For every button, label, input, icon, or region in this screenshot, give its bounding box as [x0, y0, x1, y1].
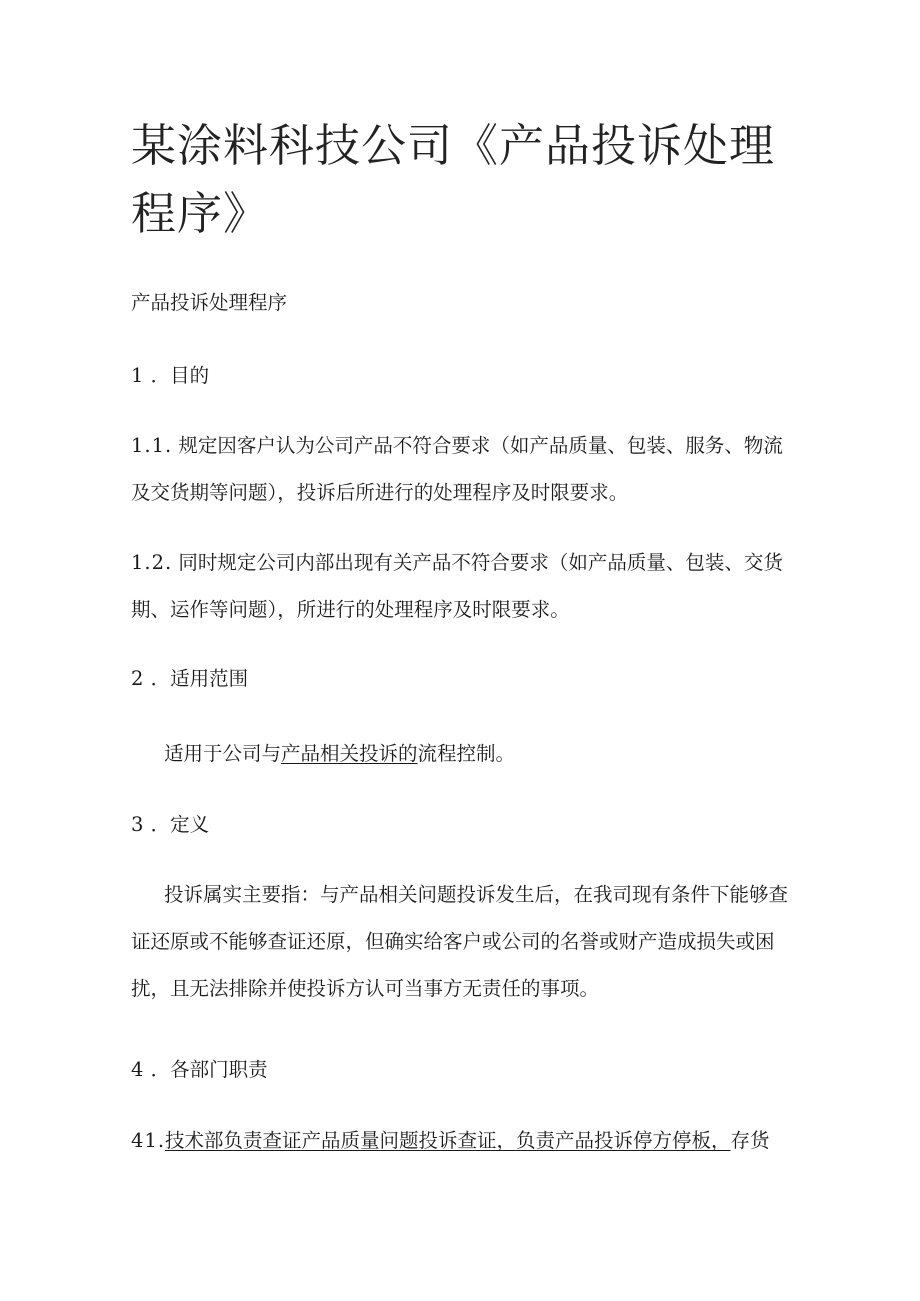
clause-text: 同时规定公司内部出现有关产品不符合要求（如产品质量、包装、交货期、运作等问题），所进行的处理程序及时限要求。 [131, 551, 783, 621]
clause-number: 1.2. [131, 551, 173, 574]
section-2-heading [131, 667, 248, 691]
clause-number: 41. [131, 1129, 166, 1152]
document-title: 某涂料科技公司《产品投诉处理程序》 [131, 119, 776, 240]
section-2-body [164, 742, 515, 766]
clause-1-1 [131, 422, 796, 516]
section-4-heading [131, 1058, 268, 1082]
clause-4-1 [131, 1129, 770, 1153]
clause-text-post: 存货 [730, 1129, 770, 1152]
document-subtitle: 产品投诉处理程序 [131, 291, 288, 314]
section-heading-text: ．定义 [150, 813, 210, 836]
scope-text-pre: 适用于公司与 [164, 742, 282, 765]
section-3-heading [131, 813, 209, 837]
clause-text-underlined: 技术部负责查证产品质量问题投诉查证，负责产品投诉停方停板， [165, 1129, 731, 1152]
scope-text-post: 流程控制。 [417, 742, 516, 765]
section-number: 1 [131, 364, 145, 387]
clause-text: 规定因客户认为公司产品不符合要求（如产品质量、包装、服务、物流及交货期等问题），投诉后所进行的处理程序及时限要求。 [131, 434, 783, 504]
clause-1-2 [131, 539, 796, 633]
section-3-body: 投诉属实主要指：与产品相关问题投诉发生后，在我司现有条件下能够查证还原或不能够查证还原，但确实给客户或公司的名誉或财产造成损失或困扰，且无法排除并使投诉方认可当事方无责任的事项。 [131, 883, 789, 1000]
section-number: 2 [131, 667, 145, 690]
section-1-heading [131, 364, 209, 388]
section-heading-text: ．各部门职责 [150, 1058, 268, 1081]
section-number: 4 [131, 1058, 145, 1081]
section-number: 3 [131, 813, 145, 836]
section-heading-text: ．适用范围 [150, 667, 249, 690]
section-heading-text: ．目的 [150, 364, 210, 387]
clause-number: 1.1. [131, 434, 173, 457]
scope-text-underlined: 产品相关投诉的 [281, 742, 418, 765]
